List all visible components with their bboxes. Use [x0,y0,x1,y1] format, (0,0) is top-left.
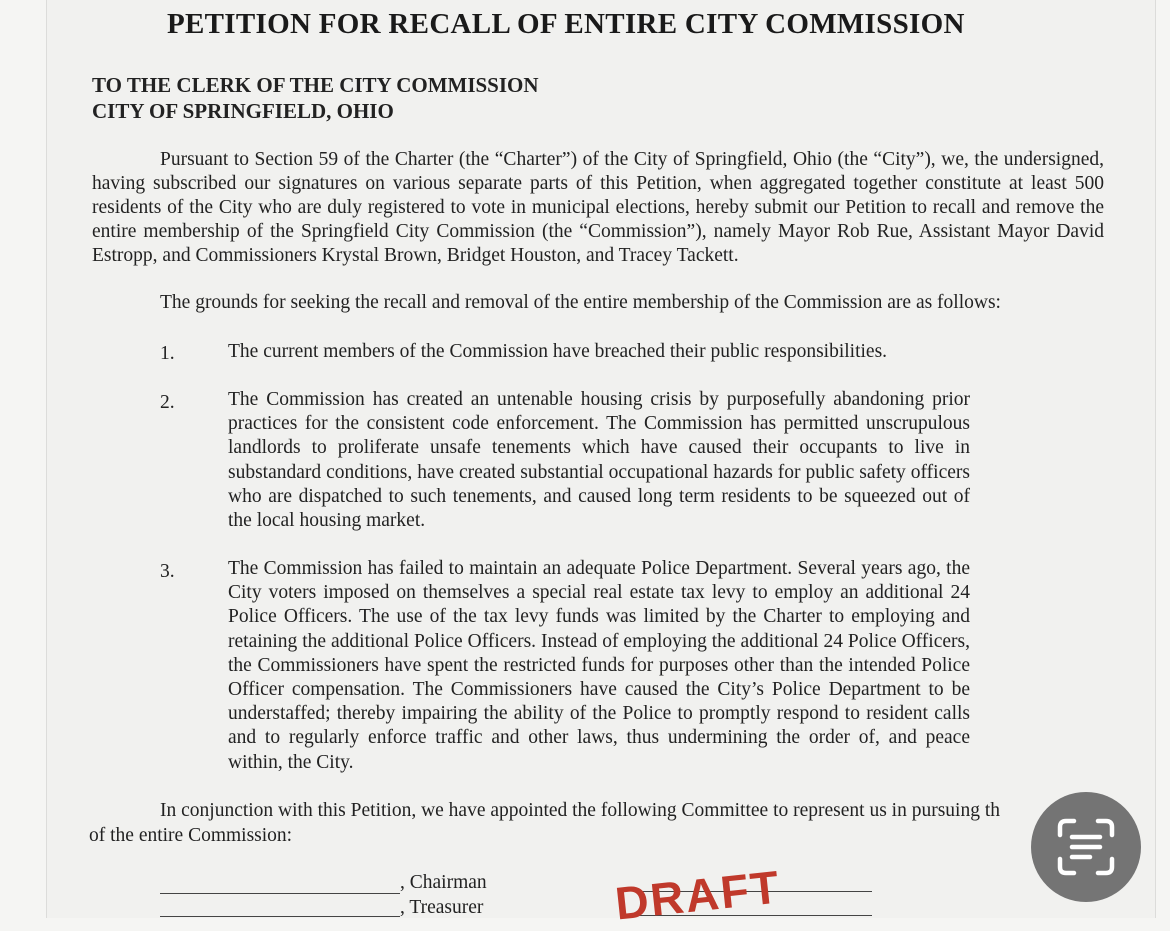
address-line-city: CITY OF SPRINGFIELD, OHIO [92,99,394,123]
draft-stamp: DRAFT [612,860,784,930]
address-line-clerk: TO THE CLERK OF THE CITY COMMISSION [92,73,539,97]
ground-number: 1. [160,343,175,364]
ground-text: The Commission has created an untenable housing crisis by purposefully abandoning prior practices for the consistent code enforcement. The Commission has permitted unscrupulous landlords to proliferate unsafe tenements which have caused their occupants to live in substandard conditions, have created substantial occupational hazards for public safety officers who are dispatched to such tenements, and caused long term residents to be squeezed out of the local housing market. [228,389,970,532]
intro-paragraph: Pursuant to Section 59 of the Charter (the “Charter”) of the City of Springfield, Ohio (the “City”), we, the undersigned, having subscribed our signatures on various separate parts of this Petition, when aggregated together constitute at least 500 residents of the City who are duly registered to vote in municipal elections, hereby submit our Petition to recall and remove the entire membership of the Springfield City Commission (the “Commission”), namely Mayor Rob Rue, Assistant Mayor David Estropp, and Commissioners Krystal Brown, Bridget Houston, and Tracey Tackett. [92,149,1104,266]
live-text-button[interactable] [1031,792,1141,902]
committee-paragraph-line1: In conjunction with this Petition, we have appointed the following Committee to represent us in pursuing th [160,800,1000,821]
live-text-scan-icon [1054,815,1118,879]
treasurer-label: , Treasurer [400,897,484,918]
grounds-intro: The grounds for seeking the recall and removal of the entire membership of the Commission are as follows: [160,292,1001,313]
ground-text: The Commission has failed to maintain an adequate Police Department. Several years ago, the City voters imposed on themselves a special real estate tax levy to employ an additional 24 Police Officers. The use of the tax levy funds was limited by the Charter to employing and retaining the additional Police Officers. Instead of employing the additional 24 Police Officers, the Commissioners have spent the restricted funds for purposes other than the intended Police Officer compensation. The Commissioners have caused the City’s Police Department to be understaffed; thereby impairing the ability of the Police to promptly respond to resident calls and to regularly enforce traffic and other laws, thus undermining the order of, and peace within, the City. [228,558,970,773]
treasurer-signature-line [160,916,400,917]
ground-number: 3. [160,561,175,582]
document-page [46,0,1156,918]
document-title: PETITION FOR RECALL OF ENTIRE CITY COMMISSION [167,8,965,40]
chairman-label: , Chairman [400,872,487,893]
ground-text: The current members of the Commission have breached their public responsibilities. [228,341,888,362]
chairman-signature-line [160,893,400,894]
committee-paragraph-line2: of the entire Commission: [89,825,293,846]
ground-number: 2. [160,392,175,413]
